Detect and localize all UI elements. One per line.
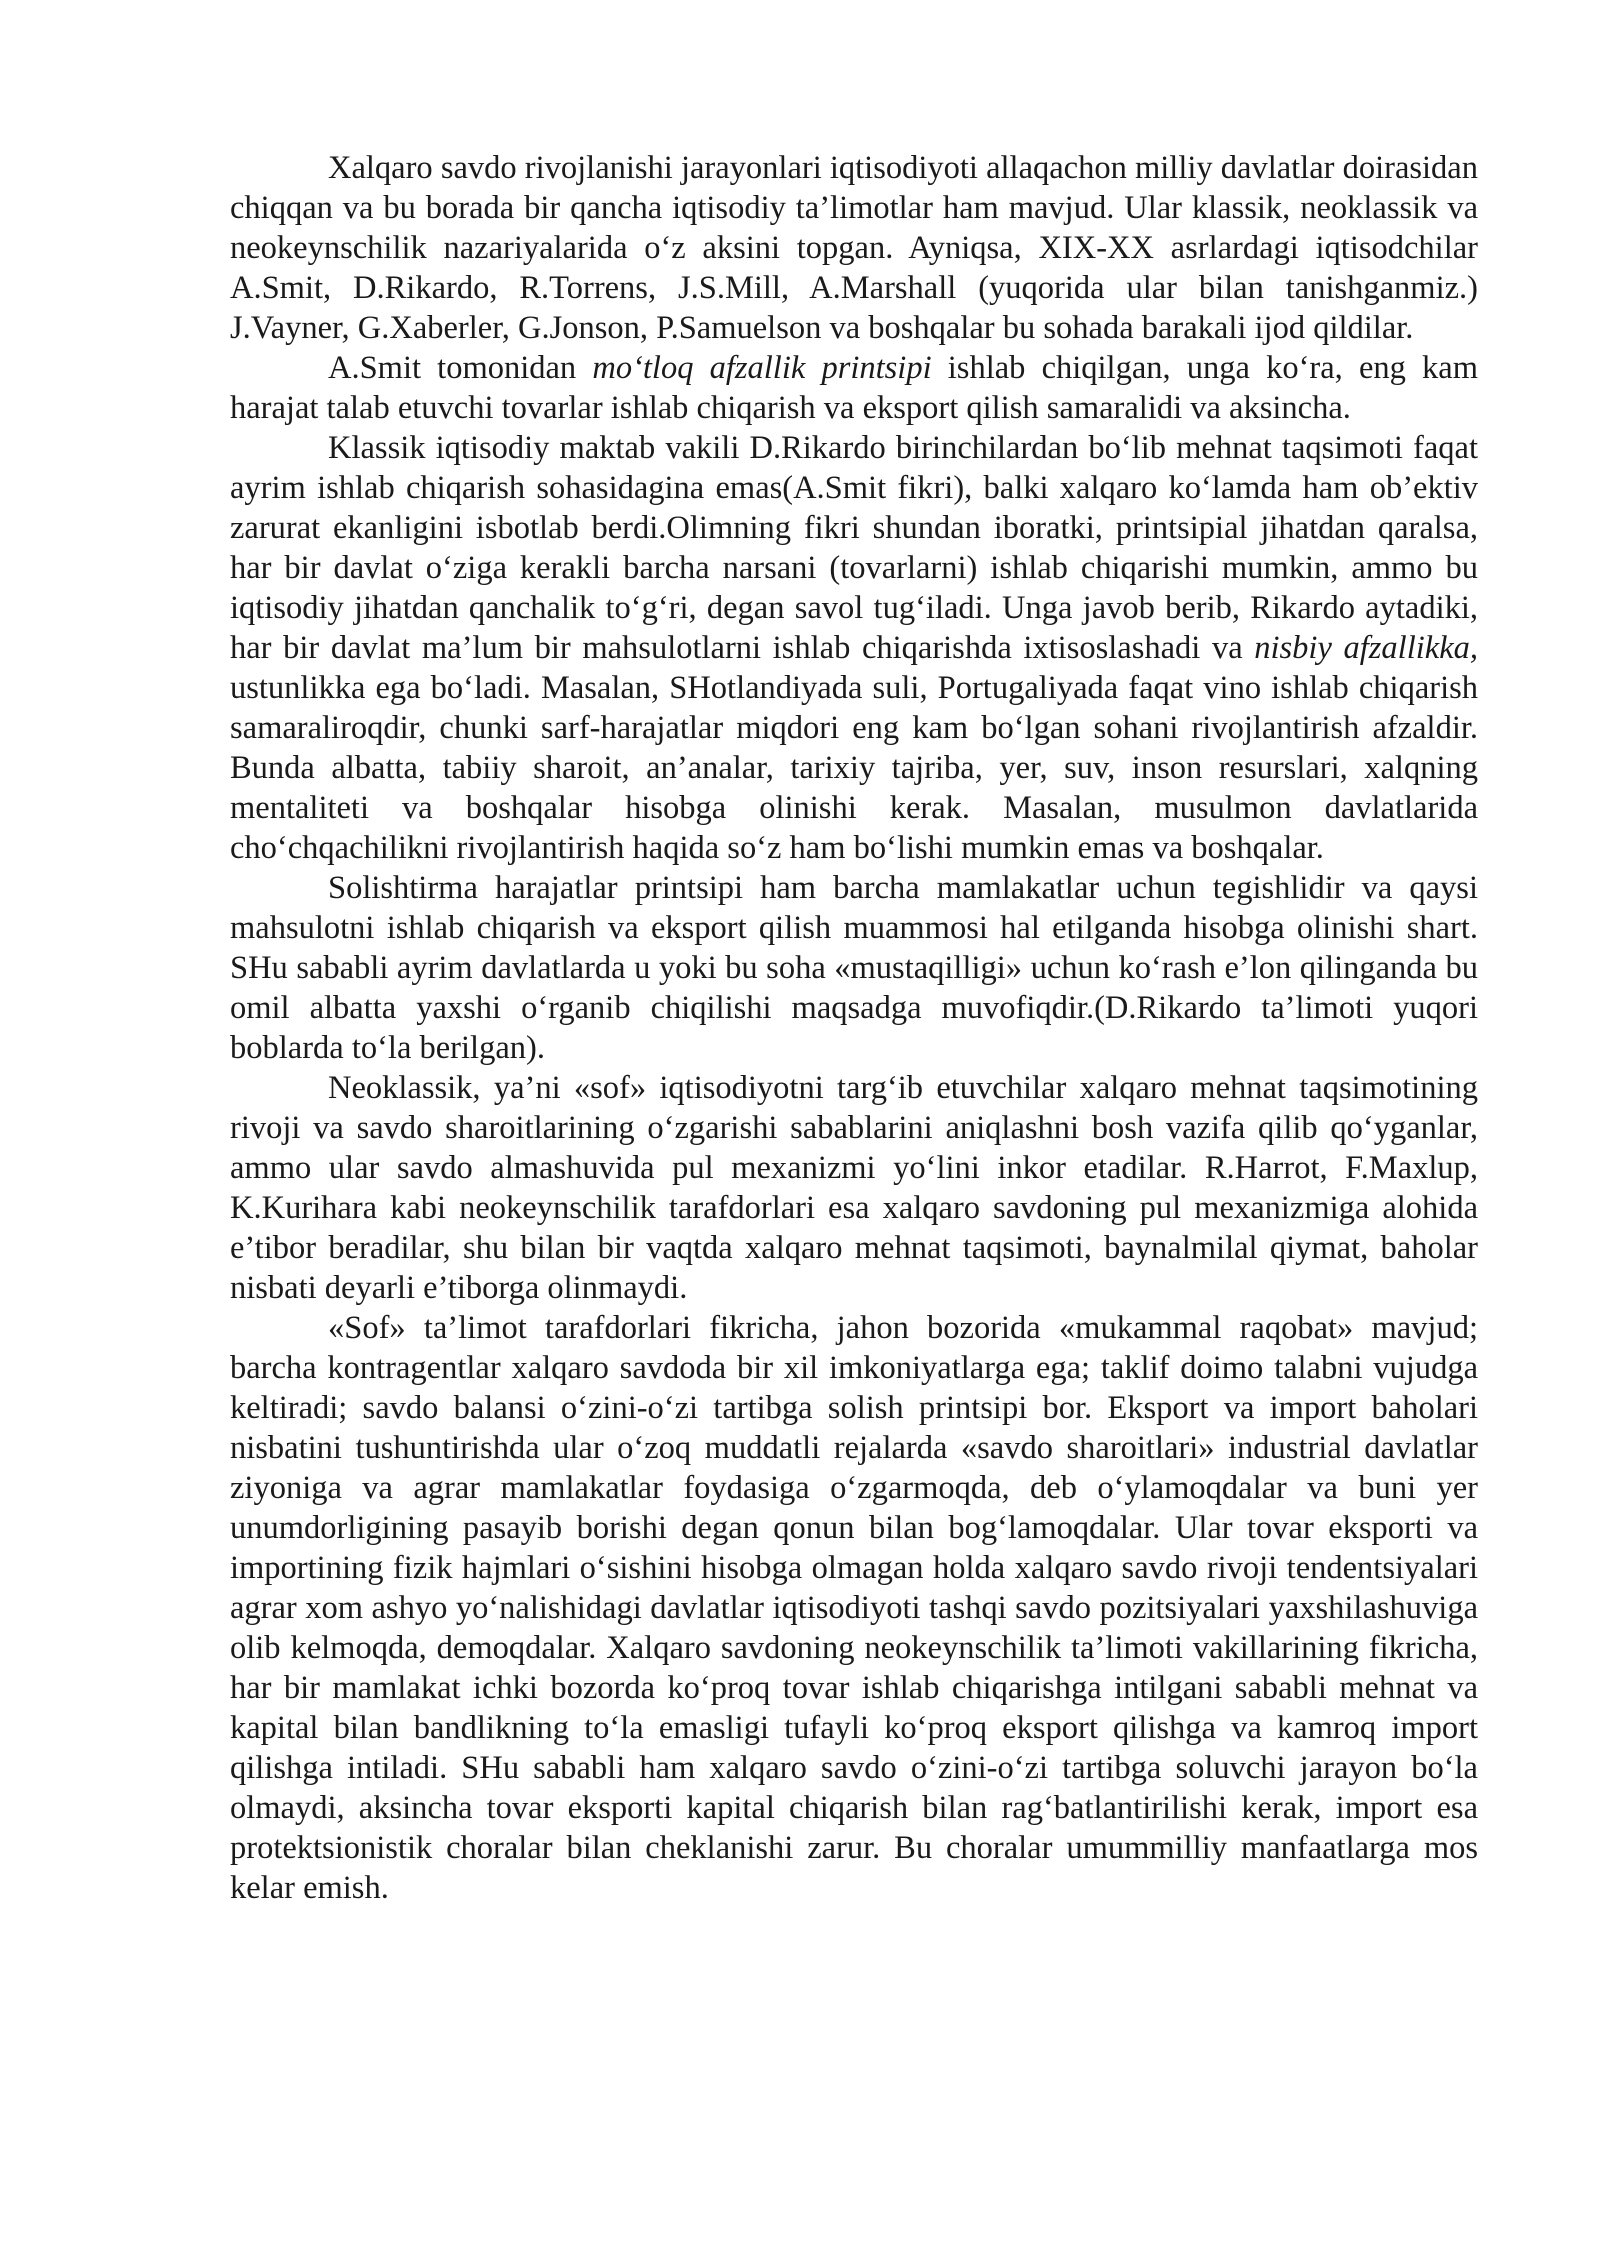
paragraph-6 bbox=[230, 1308, 1478, 1908]
paragraph-5 bbox=[230, 1068, 1478, 1308]
paragraph-2 bbox=[230, 348, 1478, 428]
paragraph-text: «Sof» ta’limot tarafdorlari fikricha, jahon bozorida «mukammal raqobat» mavjud; barcha kontragentlar xalqaro savdoda bir xil imkoniyatlarga ega; taklif doimo talabni vujudga keltiradi; savdo balansi o‘zini-o‘zi tartibga solish printsipi bor. Eksport va import baholari nisbatini tushuntirishda ular o‘zoq muddatli rejalarda «savdo sharoitlari» industrial davlatlar ziyoniga va agrar mamlakatlar foydasiga o‘zgarmoqda, deb o‘ylamoqdalar va buni yer unumdorligining pasayib borishi degan qonun bilan bog‘lamoqdalar. Ular tovar eksporti va importining fizik hajmlari o‘sishini hisobga olmagan holda xalqaro savdo rivoji tendentsiyalari agrar xom ashyo yo‘nalishidagi davlatlar iqtisodiyoti tashqi savdo pozitsiyalari yaxshilashuviga olib kelmoqda, demoqdalar. Xalqaro savdoning neokeynschilik ta’limoti vakillarining fikricha, har bir mamlakat ichki bozorda ko‘proq tovar ishlab chiqarishga intilgani sababli mehnat va kapital bilan bandlikning to‘la emasligi tufayli ko‘proq eksport qilishga va kamroq import qilishga intiladi. SHu sababli ham xalqaro savdo o‘zini-o‘zi tartibga soluvchi jarayon bo‘la olmaydi, aksincha tovar eksporti kapital chiqarish bilan rag‘batlantirilishi kerak, import esa protektsionistik choralar bilan cheklanishi zarur. Bu choralar umummilliy manfaatlarga mos kelar emish. bbox=[230, 1310, 1478, 1906]
document-page bbox=[230, 148, 1478, 1908]
paragraph-text: Neoklassik, ya’ni «sof» iqtisodiyotni targ‘ib etuvchilar xalqaro mehnat taqsimotining rivoji va savdo sharoitlarining o‘zgarishi sabablarini aniqlashni bosh vazifa qilib qo‘yganlar, ammo ular savdo almashuvida pul mexanizmi yo‘lini inkor etadilar. R.Harrot, F.Maxlup, K.Kurihara kabi neokeynschilik tarafdorlari esa xalqaro savdoning pul mexanizmiga alohida e’tibor beradilar, shu bilan bir vaqtda xalqaro mehnat taqsimoti, baynalmilal qiymat, baholar nisbati deyarli e’tiborga olinmaydi. bbox=[230, 1070, 1478, 1306]
paragraph-1 bbox=[230, 148, 1478, 348]
paragraph-text: A.Smit tomonidan bbox=[328, 350, 593, 386]
paragraph-text: ishlab chiqilgan, unga ko‘ra, eng kam harajat talab etuvchi tovarlar ishlab chiqarish va eksport qilish samaralidi va aksincha. bbox=[230, 350, 1478, 426]
paragraph-text: Klassik iqtisodiy maktab vakili D.Rikardo birinchilardan bo‘lib mehnat taqsimoti faqat ayrim ishlab chiqarish sohasidagina emas(A.Smit fikri), balki xalqaro ko‘lamda ham ob’ektiv zarurat ekanligini isbotlab berdi.Olimning fikri shundan iboratki, printsipial jihatdan qaralsa, har bir davlat o‘ziga kerakli barcha narsani (tovarlarni) ishlab chiqarishi mumkin, ammo bu iqtisodiy jihatdan qanchalik to‘g‘ri, degan savol tug‘iladi. Unga javob berib, Rikardo aytadiki, har bir davlat ma’lum bir mahsulotlarni ishlab chiqarishda ixtisoslashadi va bbox=[230, 430, 1478, 666]
paragraph-3 bbox=[230, 428, 1478, 868]
paragraph-text: Solishtirma harajatlar printsipi ham barcha mamlakatlar uchun tegishlidir va qaysi mahsulotni ishlab chiqarish va eksport qilish muammosi hal etilganda hisobga olinishi shart. SHu sababli ayrim davlatlarda u yoki bu soha «mustaqilligi» uchun ko‘rash e’lon qilinganda bu omil albatta yaxshi o‘rganib chiqilishi maqsadga muvofiqdir.(D.Rikardo ta’limoti yuqori boblarda to‘la berilgan). bbox=[230, 870, 1478, 1066]
italic-term: mo‘tloq afzallik printsipi bbox=[592, 350, 932, 386]
italic-term: nisbiy afzallikka, bbox=[1254, 630, 1479, 666]
paragraph-4 bbox=[230, 868, 1478, 1068]
paragraph-text: ustunlikka ega bo‘ladi. Masalan, SHotlandiyada suli, Portugaliyada faqat vino ishlab chiqarish samaraliroqdir, chunki sarf-harajatlar miqdori eng kam bo‘lgan sohani rivojlantirish afzaldir. Bunda albatta, tabiiy sharoit, an’analar, tarixiy tajriba, yer, suv, inson resurslari, xalqning mentaliteti va boshqalar hisobga olinishi kerak. Masalan, musulmon davlatlarida cho‘chqachilikni rivojlantirish haqida so‘z ham bo‘lishi mumkin emas va boshqalar. bbox=[230, 670, 1478, 866]
paragraph-text: Xalqaro savdo rivojlanishi jarayonlari iqtisodiyoti allaqachon milliy davlatlar doirasidan chiqqan va bu borada bir qancha iqtisodiy ta’limotlar ham mavjud. Ular klassik, neoklassik va neokeynschilik nazariyalarida o‘z aksini topgan. Ayniqsa, XIX-XX asrlardagi iqtisodchilar A.Smit, D.Rikardo, R.Torrens, J.S.Mill, A.Marshall (yuqorida ular bilan tanishganmiz.) J.Vayner, G.Xaberler, G.Jonson, P.Samuelson va boshqalar bu sohada barakali ijod qildilar. bbox=[230, 150, 1478, 346]
